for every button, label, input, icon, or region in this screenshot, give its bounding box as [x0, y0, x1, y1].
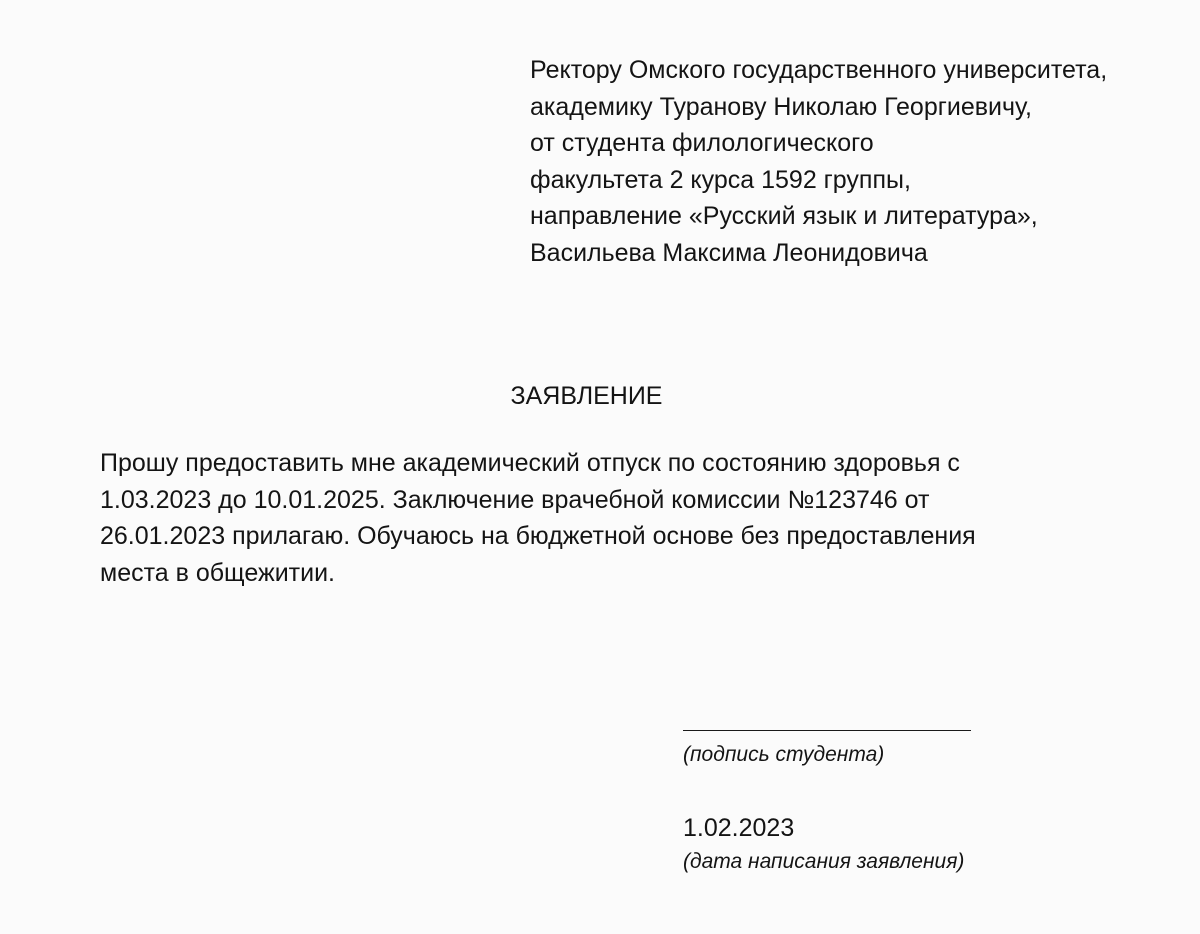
signature-block	[683, 700, 1143, 877]
document-title: ЗАЯВЛЕНИЕ	[510, 382, 663, 410]
body-line: места в общежитии.	[100, 558, 335, 587]
body-line: 26.01.2023 прилагаю. Обучаюсь на бюджетной основе без предоставления	[100, 522, 976, 550]
addressee-line: направление «Русский язык и литература»,	[530, 202, 1038, 230]
addressee-line: Васильева Максима Леонидовича	[530, 238, 928, 267]
body-line: 1.03.2023 до 10.01.2025. Заключение врачебной комиссии №123746 от	[100, 485, 930, 514]
addressee-line: Ректору Омского государственного университета,	[530, 56, 1108, 84]
signature-caption: (подпись студента)	[683, 743, 885, 766]
addressee-line: от студента филологического	[530, 129, 874, 157]
addressee-line: факультета 2 курса 1592 группы,	[530, 165, 911, 194]
signature-line	[683, 730, 971, 731]
body-line: Прошу предоставить мне академический отпуск по состоянию здоровья с	[100, 449, 960, 477]
addressee-block	[530, 52, 1170, 271]
addressee-line: академику Туранову Николаю Георгиевичу,	[530, 92, 1032, 121]
application-date: 1.02.2023	[683, 814, 795, 842]
date-caption: (дата написания заявления)	[683, 850, 965, 873]
request-body	[100, 445, 1160, 591]
